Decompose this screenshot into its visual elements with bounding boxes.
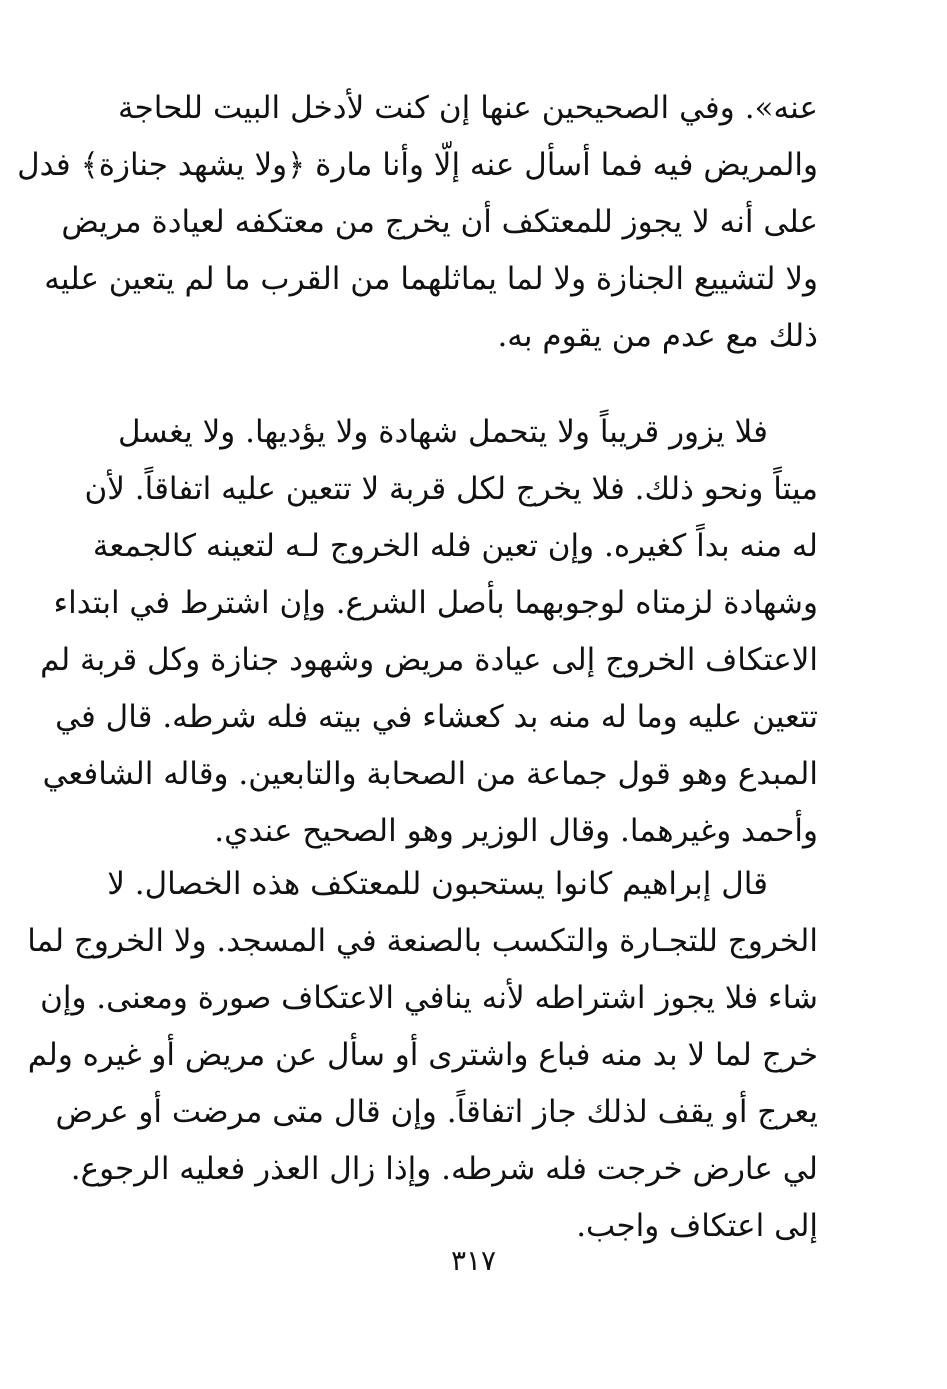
paragraph-1-line-5: ذلك مع عدم من يقوم به.: [497, 318, 818, 354]
paragraph-3-line-5: يعرج أو يقف لذلك جاز اتفاقاً. وإن قال متى مرضت أو عرض: [55, 1094, 818, 1130]
paragraph-1: [17, 80, 818, 365]
page-number: ٣١٧: [450, 1244, 497, 1277]
paragraph-2-line-4: وشهادة لزمتاه لوجوبهما بأصل الشرع. وإن اشترط في ابتداء: [53, 585, 818, 621]
paragraph-2: [40, 404, 818, 860]
paragraph-3-line-4: خرج لما لا بد منه فباع واشترى أو سأل عن مريض أو غيره ولم: [27, 1037, 818, 1073]
paragraph-2-line-7: المبدع وهو قول جماعة من الصحابة والتابعين. وقاله الشافعي: [42, 756, 818, 792]
paragraph-1-line-3: على أنه لا يجوز للمعتكف أن يخرج من معتكفه لعيادة مريض: [61, 204, 818, 240]
paragraph-1-line-4: ولا لتشييع الجنازة ولا لما يماثلهما من القرب ما لم يتعين عليه: [44, 261, 818, 297]
paragraph-2-line-1: فلا يزور قريباً ولا يتحمل شهادة ولا يؤديها. ولا يغسل: [118, 414, 768, 450]
paragraph-2-line-8: وأحمد وغيرهما. وقال الوزير وهو الصحيح عندي.: [214, 813, 818, 849]
paragraph-3: [27, 856, 818, 1255]
paragraph-3-line-6: لي عارض خرجت فله شرطه. وإذا زال العذر فعليه الرجوع.: [70, 1151, 818, 1187]
paragraph-1-line-1: عنه». وفي الصحيحين عنها إن كنت لأدخل البيت للحاجة: [118, 90, 818, 126]
paragraph-2-line-5: الاعتكاف الخروج إلى عيادة مريض وشهود جنازة وكل قربة لم: [40, 642, 818, 678]
paragraph-3-line-2: الخروج للتجـارة والتكسب بالصنعة في المسجد. ولا الخروج لما: [27, 923, 818, 959]
paragraph-2-line-6: تتعين عليه وما له منه بد كعشاء في بيته فله شرطه. قال في: [55, 699, 818, 735]
paragraph-2-line-3: له منه بداً كغيره. وإن تعين فله الخروج لـه لتعينه كالجمعة: [92, 528, 818, 564]
paragraph-3-line-3: شاء فلا يجوز اشتراطه لأنه ينافي الاعتكاف صورة ومعنى. وإن: [40, 980, 818, 1016]
paragraph-2-line-2: ميتاً ونحو ذلك. فلا يخرج لكل قربة لا تتعين عليه اتفاقاً. لأن: [84, 471, 818, 507]
paragraph-3-line-1: قال إبراهيم كانوا يستحبون للمعتكف هذه الخصال. لا: [107, 866, 768, 902]
paragraph-1-line-2: والمريض فيه فما أسأل عنه إلّا وأنا مارة ﴿ولا يشهد جنازة﴾ فدل: [17, 147, 818, 183]
paragraph-3-line-7: إلى اعتكاف واجب.: [576, 1208, 818, 1244]
